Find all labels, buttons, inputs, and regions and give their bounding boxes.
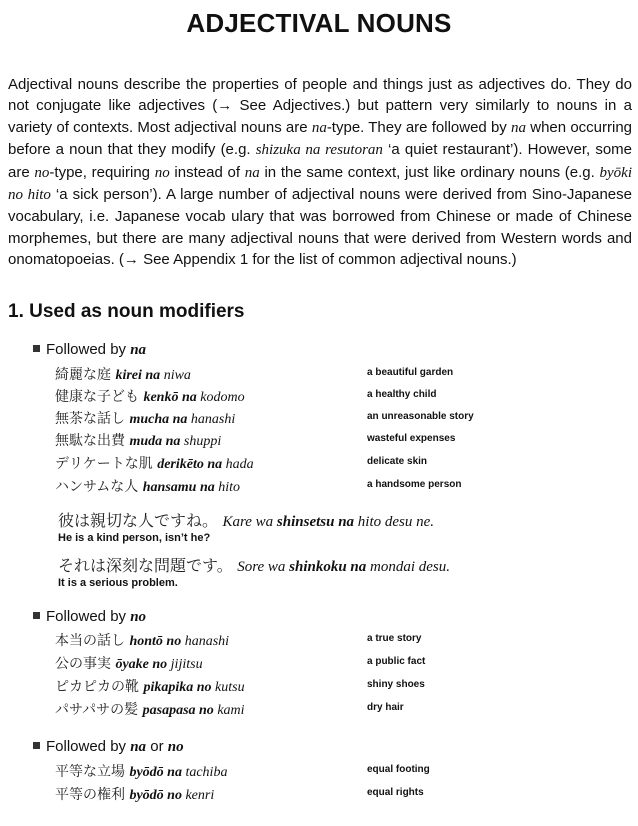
bullet-square [33,345,40,352]
list-item: 平等の権利 byōdō no kenri equal rights [55,787,424,803]
list-item: 無茶な話し mucha na hanashi an unreasonable story [55,411,474,427]
subheading-followed-by-no: Followed by no [33,608,146,626]
list-item: 公の事実 ōyake no jijitsu a public fact [55,656,426,672]
example-translation: It is a serious problem. [58,577,178,589]
page-title: ADJECTIVAL NOUNS [186,8,452,38]
list-item: 健康な子ども kenkō na kodomo a healthy child [55,389,437,405]
list-item: 平等な立場 byōdō na tachiba equal footing [55,764,430,780]
list-item: 無駄な出費 muda na shuppi wasteful expenses [55,433,456,449]
intro-paragraph: Adjectival nouns describe the properties of people and things just as adjectives do. They do not conjugate like adjectives (→ See Adjectives.) but pattern very similarly to nouns in a variety of contexts. Most adjectival nouns are na-type. They are followed by na when occurring before a noun that they modify (e.g. shizuka na resutoran ‘a quiet restaurant’). However, some are no-type, requiring no instead of na in the same context, just like ordinary nouns (e.g. byōki no hito ‘a sick person’). A large number of adjectival nouns were derived from Sino-Japanese vocabulary, i.e. Japanese vocab ulary that was borrowed from Chinese or made of Chinese morphemes, but there are many adjectival nouns that were derived from Western words and onomatopoeias. (→ See Appendix 1 for the list of common adjectival nouns.) [8,76,633,269]
bullet-square [33,742,40,749]
list-item: 綺麗な庭 kirei na niwa a beautiful garden [55,367,454,383]
example-sentence: それは深刻な問題です。 Sore wa shinkoku na mondai desu. It is a serious problem. [58,556,451,589]
list-item: 本当の話し hontō no hanashi a true story [55,633,422,649]
list-item: ハンサムな人 hansamu na hito a handsome person [55,479,462,495]
list-item: ピカピカの靴 pikapika no kutsu shiny shoes [55,679,425,695]
example-sentence: 彼は親切な人ですね。 Kare wa shinsetsu na hito desu ne. He is a kind person, isn’t he? [58,511,435,544]
example-translation: He is a kind person, isn’t he? [58,532,211,544]
section-heading: 1. Used as noun modifiers [8,301,245,322]
subheading-followed-by-na: Followed by na [33,341,146,359]
list-item: デリケートな肌 derikēto na hada delicate skin [55,456,428,472]
subheading-followed-by-na-or-no: Followed by na or no [33,738,184,756]
list-item: パサパサの髪 pasapasa no kami dry hair [55,702,404,718]
bullet-square [33,612,40,619]
